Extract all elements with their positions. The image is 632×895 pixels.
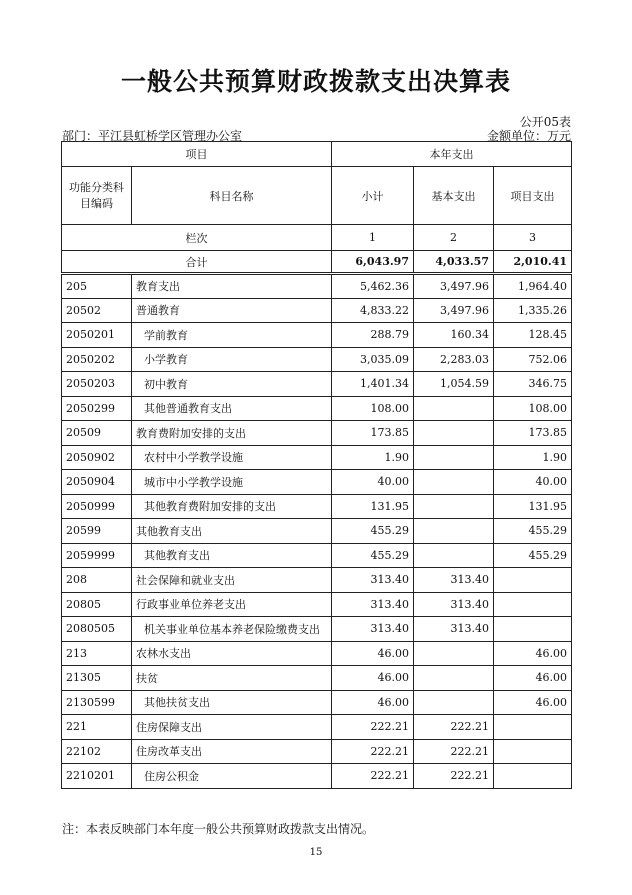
row-basic: 313.40 — [414, 568, 494, 593]
table-row — [62, 568, 572, 593]
total-basic: 4,033.57 — [414, 251, 494, 274]
row-basic: 2,283.03 — [414, 347, 494, 372]
row-subtotal: 3,035.09 — [332, 347, 414, 372]
row-basic — [414, 470, 494, 495]
row-subtotal: 4,833.22 — [332, 298, 414, 323]
table-row — [62, 470, 572, 495]
row-subtotal: 131.95 — [332, 494, 414, 519]
row-subtotal: 313.40 — [332, 592, 414, 617]
row-project: 46.00 — [494, 666, 572, 691]
row-project: 131.95 — [494, 494, 572, 519]
header-project: 项目 — [62, 142, 332, 167]
row-name: 城市中小学教学设施 — [132, 470, 332, 495]
table-row — [62, 494, 572, 519]
row-name: 普通教育 — [132, 298, 332, 323]
row-basic: 222.21 — [414, 715, 494, 740]
row-basic — [414, 519, 494, 544]
row-subtotal: 313.40 — [332, 617, 414, 642]
row-code: 2080505 — [62, 617, 132, 642]
row-basic — [414, 666, 494, 691]
row-project — [494, 739, 572, 764]
row-subtotal: 1,401.34 — [332, 372, 414, 397]
row-basic — [414, 445, 494, 470]
document-title: 一般公共预算财政拨款支出决算表 — [120, 67, 511, 96]
row-project: 1.90 — [494, 445, 572, 470]
row-code: 2130599 — [62, 690, 132, 715]
header-basic: 基本支出 — [414, 167, 494, 225]
row-basic — [414, 641, 494, 666]
row-name: 机关事业单位基本养老保险缴费支出 — [132, 617, 332, 642]
total-subtotal: 6,043.97 — [332, 251, 414, 274]
row-project: 46.00 — [494, 641, 572, 666]
table-row — [62, 739, 572, 764]
row-basic: 160.34 — [414, 323, 494, 348]
row-basic — [414, 494, 494, 519]
row-project: 173.85 — [494, 421, 572, 446]
table-row — [62, 372, 572, 397]
row-name: 初中教育 — [132, 372, 332, 397]
row-project: 346.75 — [494, 372, 572, 397]
row-subtotal: 173.85 — [332, 421, 414, 446]
footnote: 注：本表反映部门本年度一般公共预算财政拨款支出情况。 — [62, 822, 375, 836]
row-basic — [414, 396, 494, 421]
row-basic — [414, 690, 494, 715]
row-project — [494, 715, 572, 740]
row-basic: 222.21 — [414, 739, 494, 764]
row-code: 2050904 — [62, 470, 132, 495]
row-name: 其他教育费附加安排的支出 — [132, 494, 332, 519]
row-name: 住房公积金 — [132, 764, 332, 789]
header-subtotal: 小计 — [332, 167, 414, 225]
row-name: 农村中小学教学设施 — [132, 445, 332, 470]
row-project: 1,335.26 — [494, 298, 572, 323]
row-subtotal: 5,462.36 — [332, 274, 414, 299]
row-subtotal: 46.00 — [332, 641, 414, 666]
row-basic — [414, 421, 494, 446]
row-basic: 313.40 — [414, 617, 494, 642]
row-code: 2050201 — [62, 323, 132, 348]
row-code: 205 — [62, 274, 132, 299]
table-row — [62, 323, 572, 348]
column-number-2: 2 — [414, 225, 494, 251]
table-row — [62, 641, 572, 666]
row-subtotal: 108.00 — [332, 396, 414, 421]
header-row-2 — [62, 167, 572, 225]
header-code: 功能分类科目编码 — [62, 167, 132, 225]
row-basic — [414, 543, 494, 568]
row-subtotal: 288.79 — [332, 323, 414, 348]
row-project: 46.00 — [494, 690, 572, 715]
row-project: 108.00 — [494, 396, 572, 421]
row-code: 21305 — [62, 666, 132, 691]
header-name: 科目名称 — [132, 167, 332, 225]
amount-unit-label: 金额单位：万元 — [486, 129, 571, 143]
row-code: 20509 — [62, 421, 132, 446]
header-current-year: 本年支出 — [332, 142, 572, 167]
row-project — [494, 617, 572, 642]
row-code: 221 — [62, 715, 132, 740]
total-project: 2,010.41 — [494, 251, 572, 274]
row-code: 2050299 — [62, 396, 132, 421]
row-code: 20805 — [62, 592, 132, 617]
row-code: 2050902 — [62, 445, 132, 470]
row-name: 教育支出 — [132, 274, 332, 299]
row-code: 20502 — [62, 298, 132, 323]
header-project-expenditure: 项目支出 — [494, 167, 572, 225]
row-name: 学前教育 — [132, 323, 332, 348]
row-subtotal: 40.00 — [332, 470, 414, 495]
row-subtotal: 455.29 — [332, 519, 414, 544]
row-project: 128.45 — [494, 323, 572, 348]
row-name: 其他扶贫支出 — [132, 690, 332, 715]
table-row — [62, 592, 572, 617]
row-subtotal: 222.21 — [332, 739, 414, 764]
table-row — [62, 617, 572, 642]
row-code: 2050999 — [62, 494, 132, 519]
row-code: 213 — [62, 641, 132, 666]
row-name: 扶贫 — [132, 666, 332, 691]
row-project — [494, 568, 572, 593]
row-code: 208 — [62, 568, 132, 593]
row-project: 455.29 — [494, 543, 572, 568]
row-name: 其他教育支出 — [132, 519, 332, 544]
row-name: 社会保障和就业支出 — [132, 568, 332, 593]
row-subtotal: 313.40 — [332, 568, 414, 593]
table-row — [62, 764, 572, 789]
table-row — [62, 543, 572, 568]
expenditure-table — [61, 141, 572, 789]
table-row — [62, 715, 572, 740]
row-basic: 3,497.96 — [414, 274, 494, 299]
table-row — [62, 396, 572, 421]
table-row — [62, 666, 572, 691]
column-number-1: 1 — [332, 225, 414, 251]
page-number: 15 — [309, 847, 323, 858]
total-row — [62, 251, 572, 274]
row-project: 1,964.40 — [494, 274, 572, 299]
row-name: 住房改革支出 — [132, 739, 332, 764]
table-row — [62, 347, 572, 372]
table-row — [62, 298, 572, 323]
row-basic: 3,497.96 — [414, 298, 494, 323]
row-name: 教育费附加安排的支出 — [132, 421, 332, 446]
row-code: 20599 — [62, 519, 132, 544]
row-subtotal: 455.29 — [332, 543, 414, 568]
row-name: 行政事业单位养老支出 — [132, 592, 332, 617]
table-row — [62, 690, 572, 715]
row-subtotal: 222.21 — [332, 715, 414, 740]
row-code: 22102 — [62, 739, 132, 764]
table-row — [62, 421, 572, 446]
form-number: 公开05表 — [519, 115, 571, 129]
header-row-1 — [62, 142, 572, 167]
row-project: 40.00 — [494, 470, 572, 495]
row-code: 2210201 — [62, 764, 132, 789]
column-order-label: 栏次 — [62, 225, 332, 251]
column-order-row — [62, 225, 572, 251]
row-name: 住房保障支出 — [132, 715, 332, 740]
row-project — [494, 592, 572, 617]
row-project: 455.29 — [494, 519, 572, 544]
row-code: 2059999 — [62, 543, 132, 568]
row-subtotal: 46.00 — [332, 666, 414, 691]
table-row — [62, 274, 572, 299]
department-label: 部门：平江县虹桥学区管理办公室 — [62, 129, 243, 143]
total-label: 合计 — [62, 251, 332, 274]
row-code: 2050202 — [62, 347, 132, 372]
table-row — [62, 445, 572, 470]
column-number-3: 3 — [494, 225, 572, 251]
row-project: 752.06 — [494, 347, 572, 372]
row-subtotal: 1.90 — [332, 445, 414, 470]
row-basic: 222.21 — [414, 764, 494, 789]
row-subtotal: 46.00 — [332, 690, 414, 715]
row-basic: 313.40 — [414, 592, 494, 617]
row-project — [494, 764, 572, 789]
row-name: 农林水支出 — [132, 641, 332, 666]
row-name: 其他教育支出 — [132, 543, 332, 568]
row-basic: 1,054.59 — [414, 372, 494, 397]
table-row — [62, 519, 572, 544]
row-code: 2050203 — [62, 372, 132, 397]
row-name: 其他普通教育支出 — [132, 396, 332, 421]
row-name: 小学教育 — [132, 347, 332, 372]
row-subtotal: 222.21 — [332, 764, 414, 789]
